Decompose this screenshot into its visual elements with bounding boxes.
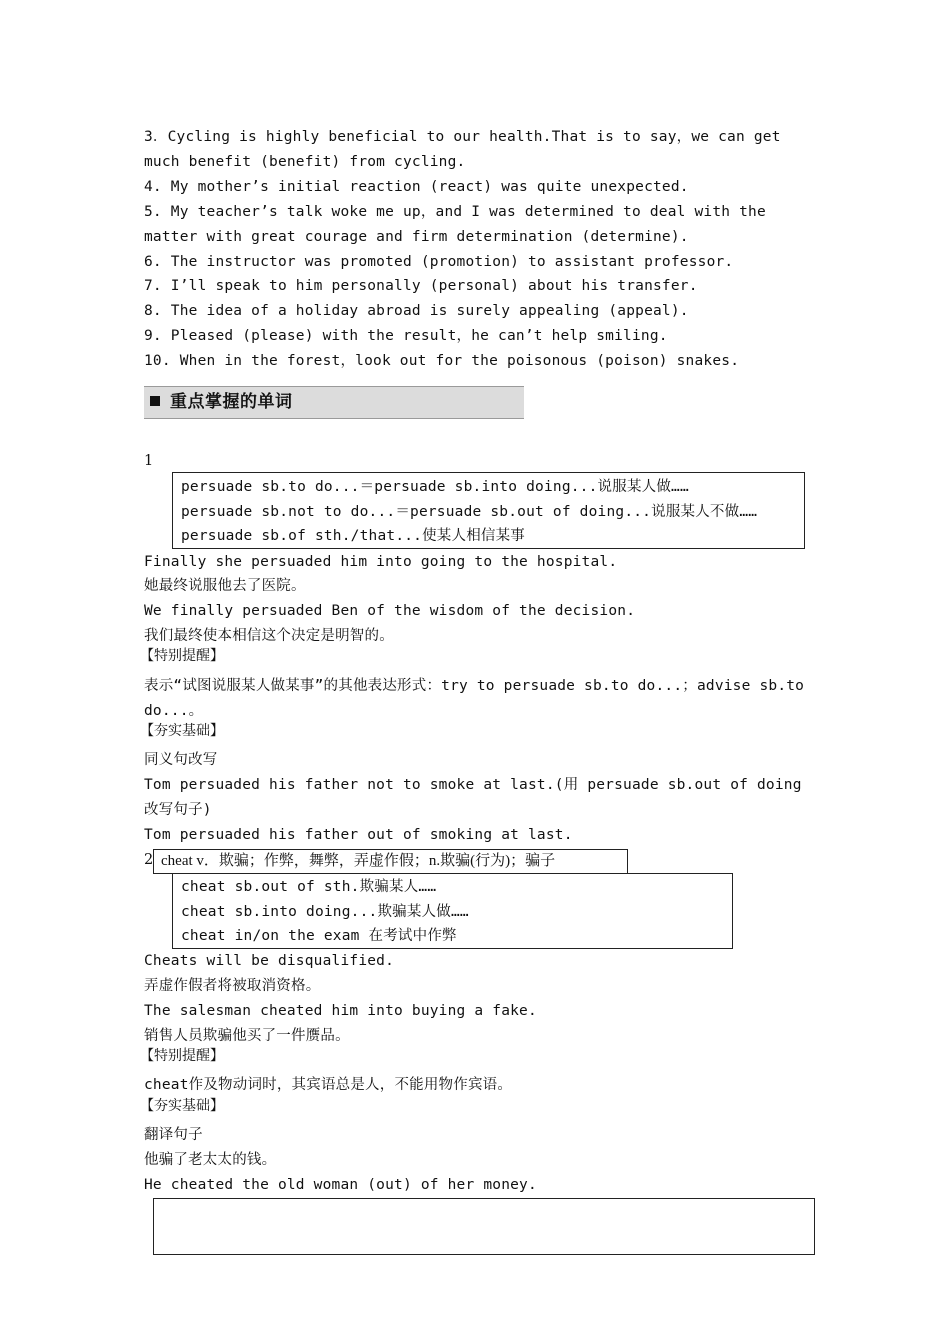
example-en: Cheats will be disqualified. (144, 953, 395, 969)
exercise-line-8: 8. The idea of a holiday abroad is surely appealing (appeal). (144, 303, 689, 319)
exercise-line-6: 6. The instructor was promoted (promotion) to assistant professor. (144, 254, 734, 270)
practice-question: 他骗了老太太的钱。 (144, 1152, 277, 1168)
note-text: 表示“试图说服某人做某事”的其他表达形式：try to persuade sb.to do...；advise sb.to do...。 (144, 678, 805, 719)
usage-box-persuade (172, 472, 805, 549)
exercise-line-4: 4. My mother’s initial reaction (react) was quite unexpected. (144, 179, 689, 195)
example-cn: 我们最终使本相信这个决定是明智的。 (144, 628, 394, 644)
practice-answer: He cheated the old woman (out) of her money. (144, 1177, 537, 1193)
example-cn: 她最终说服他去了医院。 (144, 578, 306, 594)
practice-answer: Tom persuaded his father out of smoking at last. (144, 827, 573, 843)
section-heading (144, 386, 524, 419)
practice-title: 同义句改写 (144, 752, 218, 768)
usage-line: persuade sb.to do...＝persuade sb.into doing...说服某人做…… (181, 479, 689, 495)
exercise-line-7: 7. I’ll speak to him personally (personal) about his transfer. (144, 278, 698, 294)
practice-question: Tom persuaded his father not to smoke at last.(用 persuade sb.out of doing改写句子) (144, 777, 802, 818)
note-label: 【特别提醒】 (140, 1048, 224, 1064)
exercise-line-10: 10. When in the forest，look out for the poisonous (poison) snakes. (144, 353, 740, 369)
exercise-line-3: 3．Cycling is highly beneficial to our health.That is to say，we can get much benefit (benefit) from cycling. (144, 129, 781, 170)
note-text: cheat作及物动词时，其宾语总是人，不能用物作宾语。 (144, 1077, 513, 1093)
note-label: 【特别提醒】 (140, 648, 224, 664)
section-title: 重点掌握的单词 (170, 392, 293, 412)
usage-box-cheat (172, 873, 733, 949)
square-bullet-icon (150, 396, 160, 406)
example-en: We finally persuaded Ben of the wisdom of the decision. (144, 603, 636, 619)
practice-label: 【夯实基础】 (140, 1098, 224, 1114)
headword-box-cheat: cheat v．欺骗；作弊，舞弊，弄虚作假；n.欺骗(行为)；骗子 (153, 849, 628, 874)
practice-label: 【夯实基础】 (140, 723, 224, 739)
exercise-line-9: 9. Pleased (please) with the result，he can’t help smiling. (144, 328, 668, 344)
example-cn: 销售人员欺骗他买了一件赝品。 (144, 1028, 350, 1044)
empty-answer-box (153, 1198, 815, 1255)
example-en: Finally she persuaded him into going to the hospital. (144, 554, 618, 570)
usage-line: persuade sb.of sth./that...使某人相信某事 (181, 528, 526, 544)
usage-line: persuade sb.not to do...＝persuade sb.out of doing...说服某人不做…… (181, 503, 758, 520)
example-cn: 弄虚作假者将被取消资格。 (144, 978, 321, 994)
usage-line: cheat sb.into doing...欺骗某人做…… (181, 903, 469, 920)
item-number-1: 1 (144, 453, 154, 469)
usage-line: cheat sb.out of sth.欺骗某人…… (181, 879, 437, 895)
practice-title: 翻译句子 (144, 1127, 203, 1143)
example-en: The salesman cheated him into buying a fake. (144, 1003, 537, 1019)
exercise-line-5: 5. My teacher’s talk woke me up，and I was determined to deal with the matter with great courage and firm determination (determine). (144, 204, 766, 245)
usage-line: cheat in/on the exam 在考试中作弊 (181, 928, 457, 944)
item-number-2: 2 (144, 852, 154, 868)
